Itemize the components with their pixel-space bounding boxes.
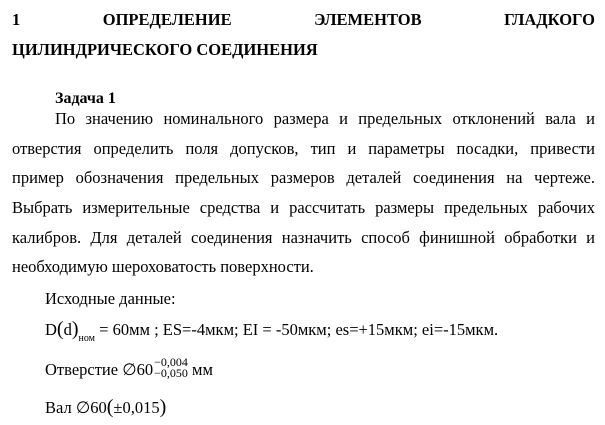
nominal-symbol: D (45, 320, 57, 339)
hole-lower-deviation: −0,050 (154, 366, 188, 381)
heading-word-3: ГЛАДКОГО (504, 10, 595, 29)
nominal-paren-open: ( (56, 318, 64, 340)
section-number: 1 (12, 10, 21, 29)
section-heading-line-1 (12, 10, 595, 30)
paragraph-line-2: отверстия определить поля допусков, тип и параметры посадки, привести (12, 139, 595, 158)
paragraph-line-4: Выбрать измерительные средства и рассчитать размеры предельных рабочих (12, 198, 595, 217)
hole-upper-deviation: −0,004 (154, 355, 188, 370)
heading-word-2: ЭЛЕМЕНТОВ (314, 10, 422, 29)
shaft-line (45, 397, 166, 418)
input-data-label: Исходные данные: (45, 289, 176, 308)
hole-unit: мм (187, 360, 213, 379)
hole-line (45, 355, 213, 382)
hole-deviations (154, 357, 188, 379)
nominal-subscript: ном (78, 333, 96, 344)
paragraph-line-3: пример обозначения предельных размеров деталей соединения на чертеже. (12, 168, 595, 187)
hole-diameter: ∅60 (122, 360, 154, 379)
section-heading-line-2: ЦИЛИНДРИЧЕСКОГО СОЕДИНЕНИЯ (12, 40, 318, 59)
paragraph-line-5: калибров. Для деталей соединения назначить способ финишной обработки и (12, 228, 595, 247)
nominal-paren-close: ) (71, 318, 79, 340)
shaft-paren-open: ( (106, 396, 114, 418)
deviations-text: ; ES=-4мкм; EI = -50мкм; es=+15мкм; ei=-15мкм. (149, 320, 499, 339)
shaft-diameter: ∅60 (75, 398, 107, 417)
nominal-size-line (45, 319, 498, 343)
shaft-paren-close: ) (159, 396, 167, 418)
paragraph-line-6: необходимую шероховатость поверхности. (12, 257, 314, 276)
heading-word-1: ОПРЕДЕЛЕНИЕ (102, 10, 232, 29)
hole-label: Отверстие (45, 360, 123, 379)
task-title: Задача 1 (55, 90, 116, 107)
shaft-tolerance: ±0,015 (113, 398, 160, 417)
shaft-label: Вал (45, 398, 76, 417)
nominal-var: d (63, 320, 72, 339)
paragraph-line-1: По значению номинального размера и предельных отклонений вала и (55, 109, 595, 128)
nominal-value: = 60мм (95, 320, 150, 339)
